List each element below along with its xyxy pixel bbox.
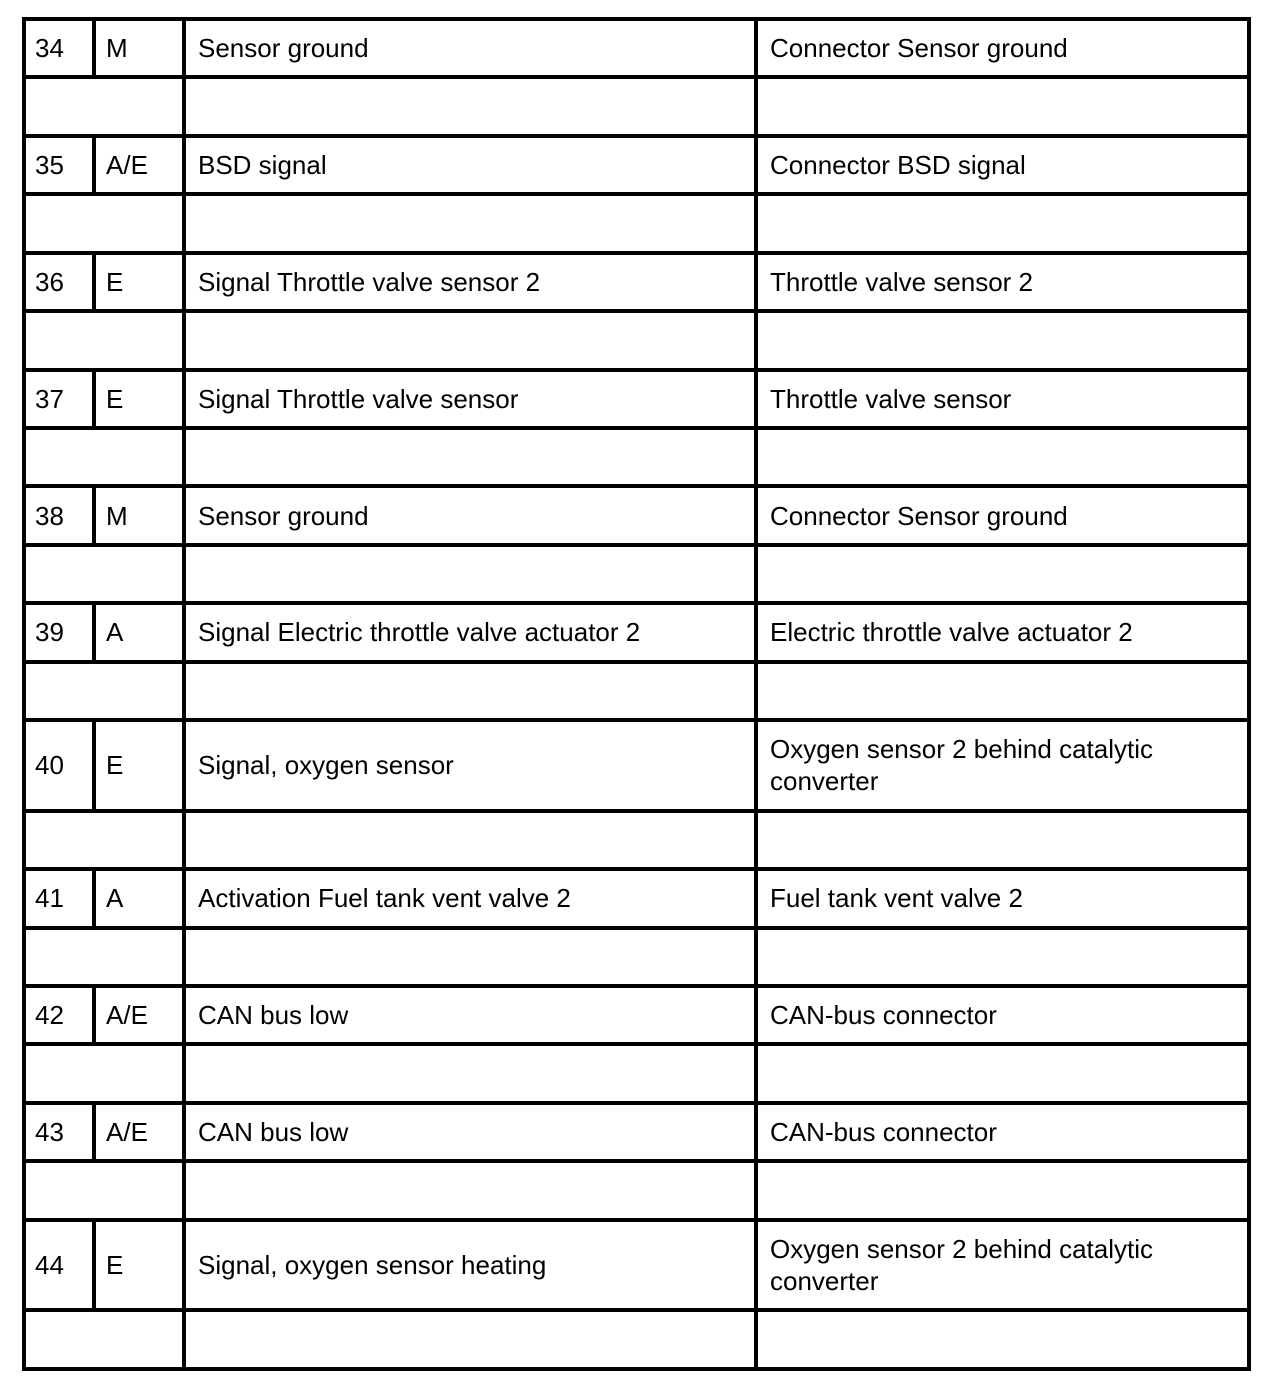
empty-cell: [184, 1310, 756, 1369]
component-cell: Oxygen sensor 2 behind catalytic converter: [756, 720, 1249, 811]
pin-number-cell: 40: [24, 720, 94, 811]
empty-cell: [756, 1310, 1249, 1369]
pin-number-cell: 42: [24, 986, 94, 1044]
description-cell: Sensor ground: [184, 19, 756, 77]
description-cell: Signal Throttle valve sensor 2: [184, 253, 756, 311]
spacer-row: [24, 1161, 1249, 1219]
spacer-row: [24, 1044, 1249, 1102]
component-cell: CAN-bus connector: [756, 986, 1249, 1044]
empty-cell: [24, 1044, 184, 1102]
empty-cell: [24, 311, 184, 369]
empty-cell: [184, 428, 756, 486]
empty-cell: [24, 428, 184, 486]
pin-number-cell: 34: [24, 19, 94, 77]
component-cell: Throttle valve sensor 2: [756, 253, 1249, 311]
empty-cell: [184, 1161, 756, 1219]
description-cell: CAN bus low: [184, 986, 756, 1044]
pin-number-cell: 43: [24, 1103, 94, 1161]
signal-type-cell: E: [94, 720, 184, 811]
component-cell: Oxygen sensor 2 behind catalytic converter: [756, 1220, 1249, 1311]
pin-number-cell: 41: [24, 869, 94, 927]
description-cell: Signal Electric throttle valve actuator 2: [184, 603, 756, 661]
spacer-row: [24, 428, 1249, 486]
spacer-row: [24, 77, 1249, 135]
empty-cell: [756, 194, 1249, 252]
spacer-row: [24, 545, 1249, 603]
signal-type-cell: E: [94, 1220, 184, 1311]
table-row: [24, 869, 1249, 927]
empty-cell: [184, 545, 756, 603]
pin-assignment-table: [22, 17, 1251, 1371]
empty-cell: [756, 1044, 1249, 1102]
empty-cell: [24, 662, 184, 720]
description-cell: Signal, oxygen sensor heating: [184, 1220, 756, 1311]
empty-cell: [756, 545, 1249, 603]
component-cell: Throttle valve sensor: [756, 370, 1249, 428]
description-cell: Signal Throttle valve sensor: [184, 370, 756, 428]
empty-cell: [24, 811, 184, 869]
empty-cell: [24, 1310, 184, 1369]
pin-number-cell: 37: [24, 370, 94, 428]
empty-cell: [756, 428, 1249, 486]
pin-number-cell: 39: [24, 603, 94, 661]
empty-cell: [184, 662, 756, 720]
empty-cell: [24, 1161, 184, 1219]
empty-cell: [756, 311, 1249, 369]
empty-cell: [24, 77, 184, 135]
empty-cell: [756, 811, 1249, 869]
description-cell: Activation Fuel tank vent valve 2: [184, 869, 756, 927]
pin-number-cell: 44: [24, 1220, 94, 1311]
signal-type-cell: A: [94, 603, 184, 661]
pin-number-cell: 35: [24, 136, 94, 194]
spacer-row: [24, 194, 1249, 252]
empty-cell: [184, 77, 756, 135]
description-cell: CAN bus low: [184, 1103, 756, 1161]
empty-cell: [756, 928, 1249, 986]
signal-type-cell: A/E: [94, 136, 184, 194]
table-row: [24, 1220, 1249, 1311]
table-row: [24, 603, 1249, 661]
empty-cell: [756, 662, 1249, 720]
table-row: [24, 986, 1249, 1044]
signal-type-cell: E: [94, 253, 184, 311]
pin-number-cell: 38: [24, 486, 94, 544]
description-cell: Signal, oxygen sensor: [184, 720, 756, 811]
pin-table-body: [24, 19, 1249, 1369]
description-cell: Sensor ground: [184, 486, 756, 544]
component-cell: Connector BSD signal: [756, 136, 1249, 194]
empty-cell: [184, 194, 756, 252]
table-row: [24, 253, 1249, 311]
signal-type-cell: M: [94, 486, 184, 544]
signal-type-cell: M: [94, 19, 184, 77]
empty-cell: [24, 194, 184, 252]
table-row: [24, 136, 1249, 194]
signal-type-cell: E: [94, 370, 184, 428]
component-cell: Fuel tank vent valve 2: [756, 869, 1249, 927]
spacer-row: [24, 811, 1249, 869]
empty-cell: [756, 1161, 1249, 1219]
pin-number-cell: 36: [24, 253, 94, 311]
empty-cell: [184, 811, 756, 869]
table-row: [24, 720, 1249, 811]
table-row: [24, 1103, 1249, 1161]
spacer-row: [24, 1310, 1249, 1369]
table-row: [24, 370, 1249, 428]
signal-type-cell: A/E: [94, 986, 184, 1044]
component-cell: Connector Sensor ground: [756, 486, 1249, 544]
empty-cell: [184, 1044, 756, 1102]
signal-type-cell: A: [94, 869, 184, 927]
component-cell: Electric throttle valve actuator 2: [756, 603, 1249, 661]
table-row: [24, 486, 1249, 544]
table-row: [24, 19, 1249, 77]
empty-cell: [184, 928, 756, 986]
component-cell: Connector Sensor ground: [756, 19, 1249, 77]
signal-type-cell: A/E: [94, 1103, 184, 1161]
empty-cell: [184, 311, 756, 369]
spacer-row: [24, 662, 1249, 720]
spacer-row: [24, 311, 1249, 369]
empty-cell: [756, 77, 1249, 135]
empty-cell: [24, 928, 184, 986]
empty-cell: [24, 545, 184, 603]
spacer-row: [24, 928, 1249, 986]
component-cell: CAN-bus connector: [756, 1103, 1249, 1161]
description-cell: BSD signal: [184, 136, 756, 194]
